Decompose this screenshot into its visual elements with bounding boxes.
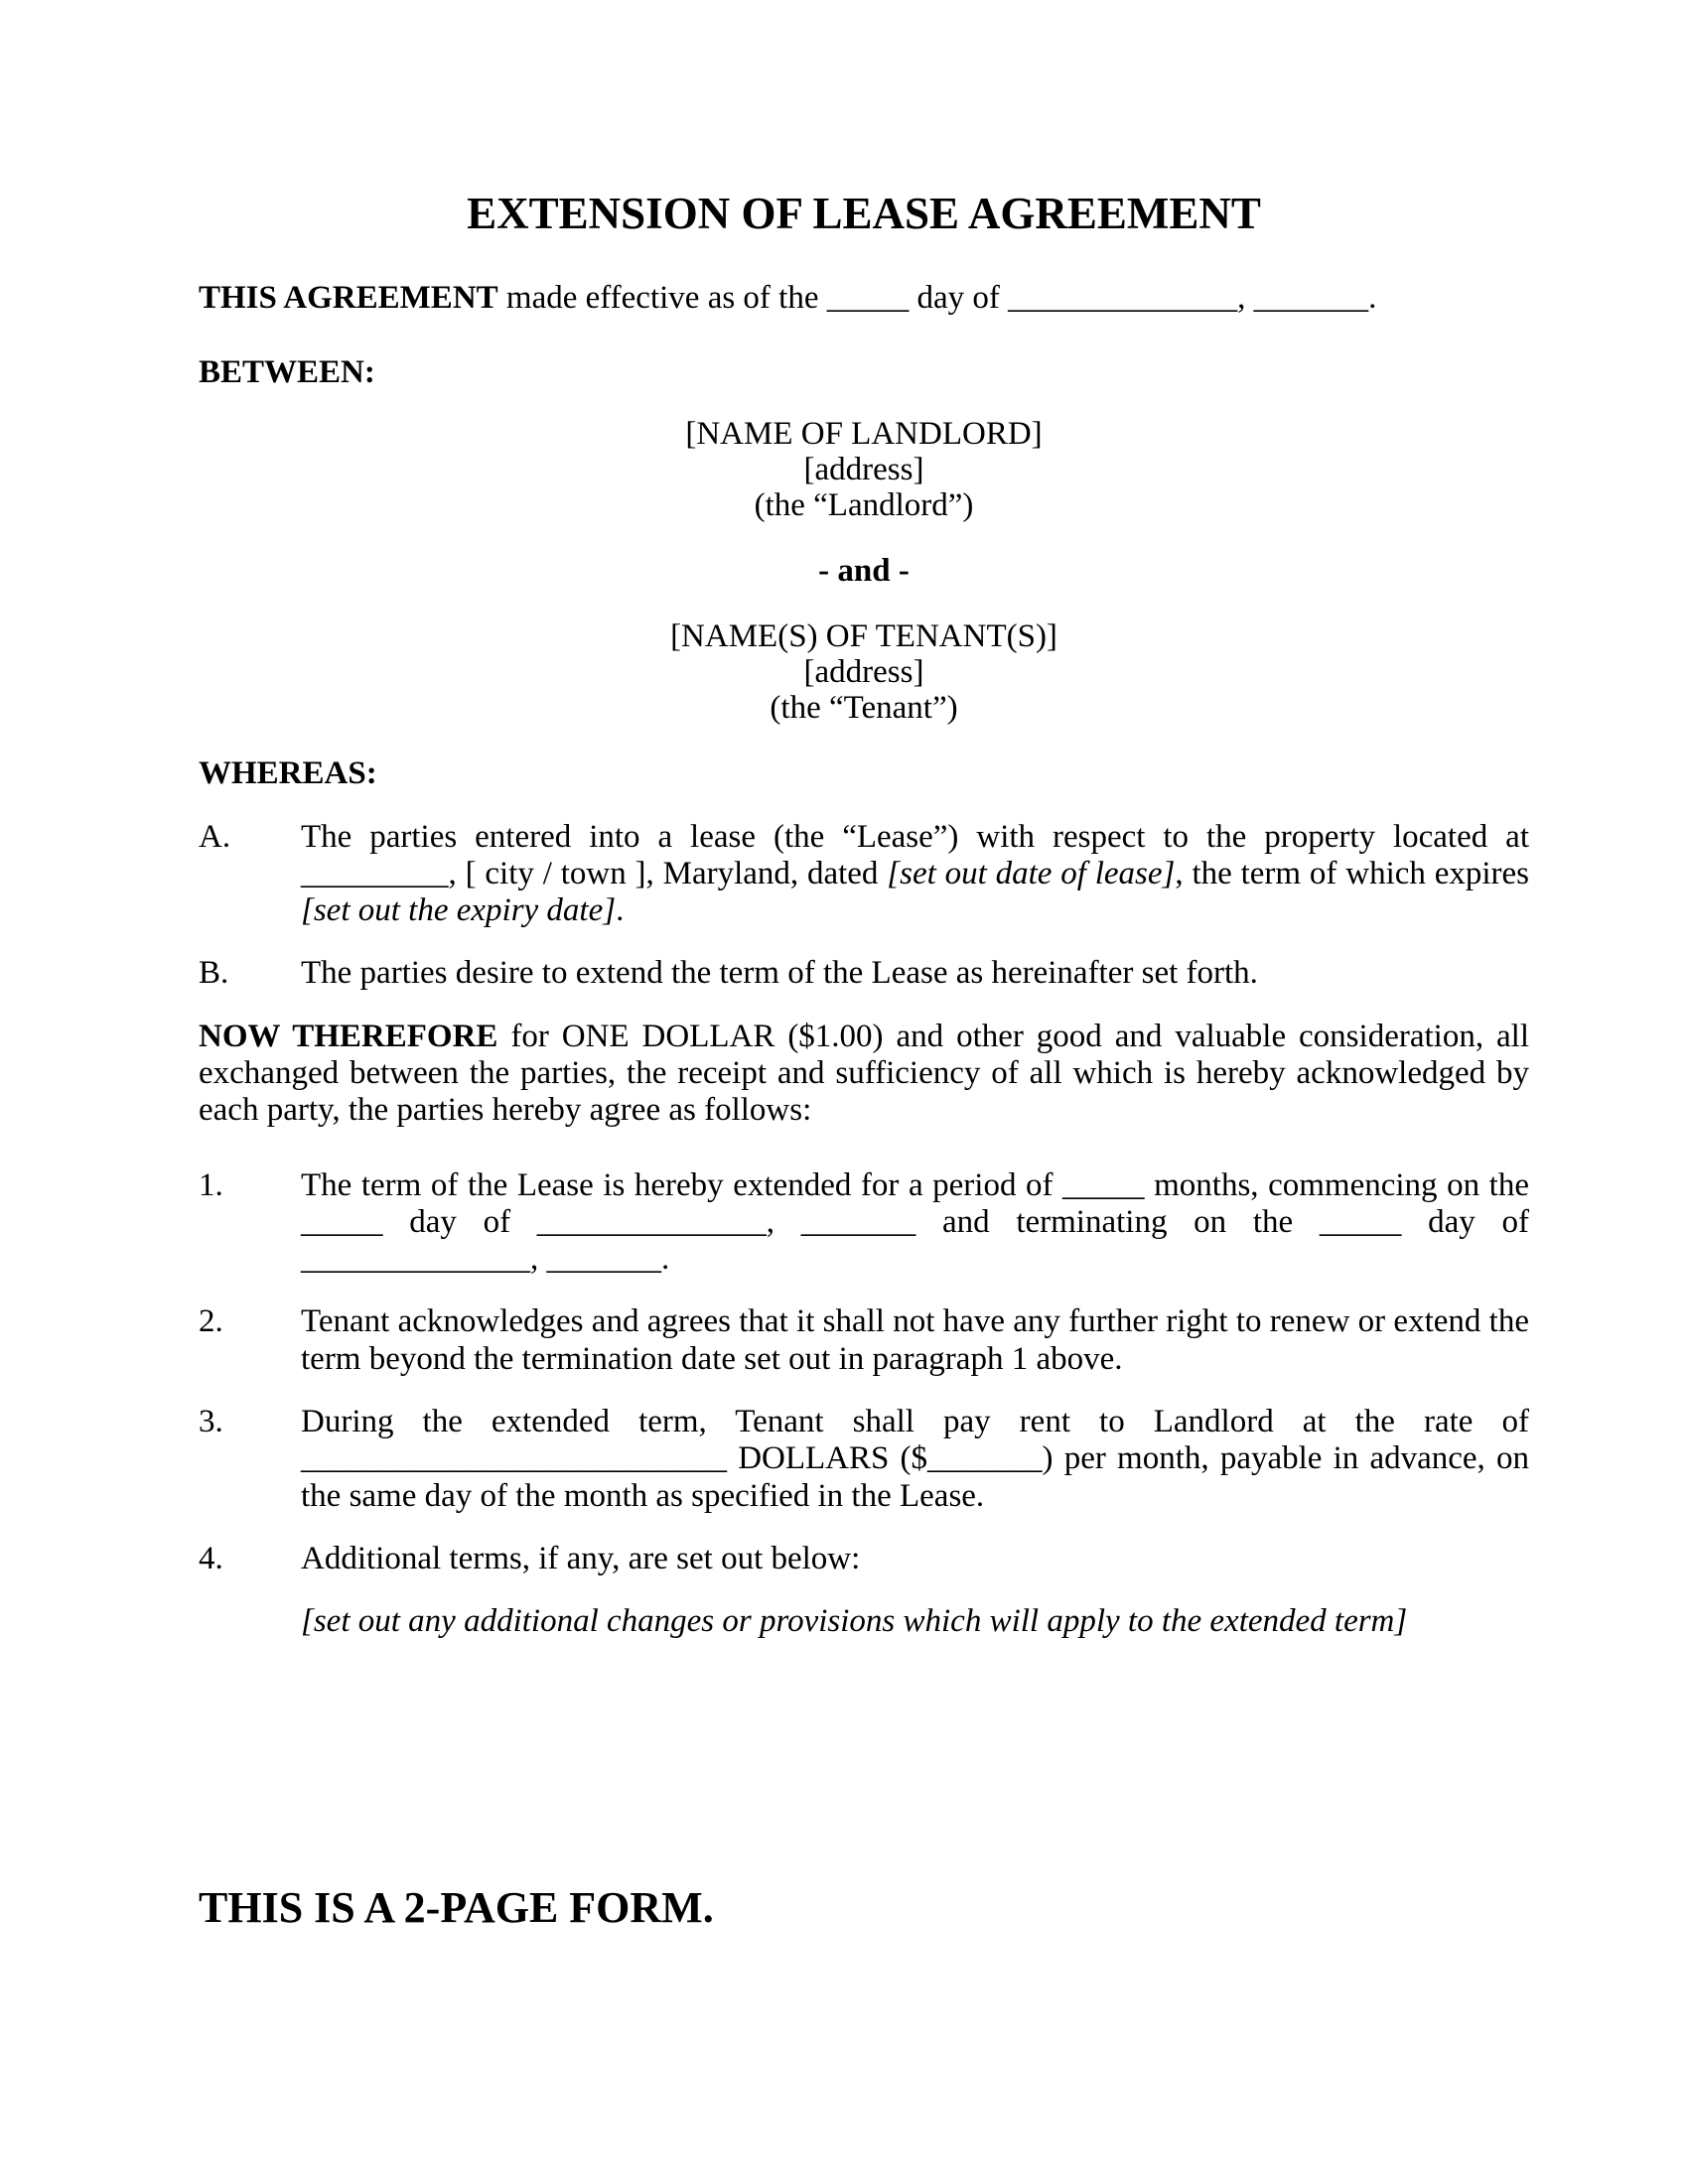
term-item-4-label: 4. [199, 1540, 223, 1576]
additional-terms-placeholder-note: [set out any additional changes or provisions which will apply to the extended term] [301, 1603, 1408, 1640]
term-item-4 [199, 1541, 1529, 1577]
recital-b-label: B. [199, 955, 229, 992]
recital-a [199, 819, 1529, 930]
tenant-alias: (the “Tenant”) [770, 689, 958, 726]
landlord-name: [NAME OF LANDLORD] [685, 416, 1043, 453]
term-item-1-label: 1. [199, 1166, 223, 1203]
recital-a-label: A. [199, 818, 231, 855]
whereas-label: WHEREAS: [199, 755, 377, 792]
term-item-2 [199, 1303, 1529, 1378]
landlord-alias: (the “Landlord”) [754, 486, 974, 523]
intro-paragraph [199, 280, 1529, 317]
term-item-3-label: 3. [199, 1404, 223, 1439]
term-item-4-text: Additional terms, if any, are set out below: [301, 1540, 861, 1576]
term-item-1 [199, 1167, 1529, 1279]
recital-a-text-1: The parties entered into a lease (the “Lease”) with respect to the property located at _________, [ city / town ], Maryland, dated [301, 818, 1529, 891]
term-item-2-text: Tenant acknowledges and agrees that it shall not have any further right to renew or extend the term beyond the termination date set out in paragraph 1 above. [301, 1303, 1529, 1377]
recital-a-text-2: , the term of which expires [1175, 855, 1529, 891]
and-separator: - and - [818, 553, 910, 590]
recital-b-text: The parties desire to extend the term of the Lease as hereinafter set forth. [301, 955, 1258, 992]
term-item-1-text: The term of the Lease is hereby extended for a period of _____ months, commencing on the _____ day of ______________, _______ and terminating on the _____ day of ______________, _______. [301, 1166, 1529, 1278]
now-therefore-bold-text: NOW THEREFORE [199, 1018, 498, 1054]
two-page-form-notice: THIS IS A 2-PAGE FORM. [199, 1883, 714, 1933]
recital-a-text-3: . [616, 892, 625, 929]
intro-bold-text: THIS AGREEMENT [199, 279, 498, 316]
recital-a-italic-1: [set out date of lease] [887, 855, 1176, 891]
term-item-3-text: During the extended term, Tenant shall pay rent to Landlord at the rate of __________________________ DOLLARS ($_______) per month, payable in advance, on the same day of the month as specified in the Lease. [301, 1404, 1529, 1514]
tenant-address: [address] [803, 654, 924, 691]
term-item-3 [199, 1404, 1529, 1515]
landlord-block [199, 417, 1529, 523]
tenant-name: [NAME(S) OF TENANT(S)] [670, 618, 1057, 655]
between-label: BETWEEN: [199, 354, 375, 391]
recital-b [199, 955, 1529, 992]
term-item-2-label: 2. [199, 1303, 223, 1340]
intro-rest-text: made effective as of the _____ day of ______________, _______. [497, 279, 1377, 316]
now-therefore-paragraph [199, 1019, 1529, 1130]
document-title: EXTENSION OF LEASE AGREEMENT [467, 189, 1261, 238]
tenant-block [199, 619, 1529, 726]
recital-a-text [301, 819, 1529, 930]
recital-a-italic-2: [set out the expiry date] [301, 892, 617, 929]
now-therefore-rest-text: for ONE DOLLAR ($1.00) and other good and valuable consideration, all exchanged between the parties, the receipt and sufficiency of all which is hereby acknowledged by each party, the parties hereby agree as follows: [199, 1018, 1529, 1129]
landlord-address: [address] [803, 451, 924, 487]
